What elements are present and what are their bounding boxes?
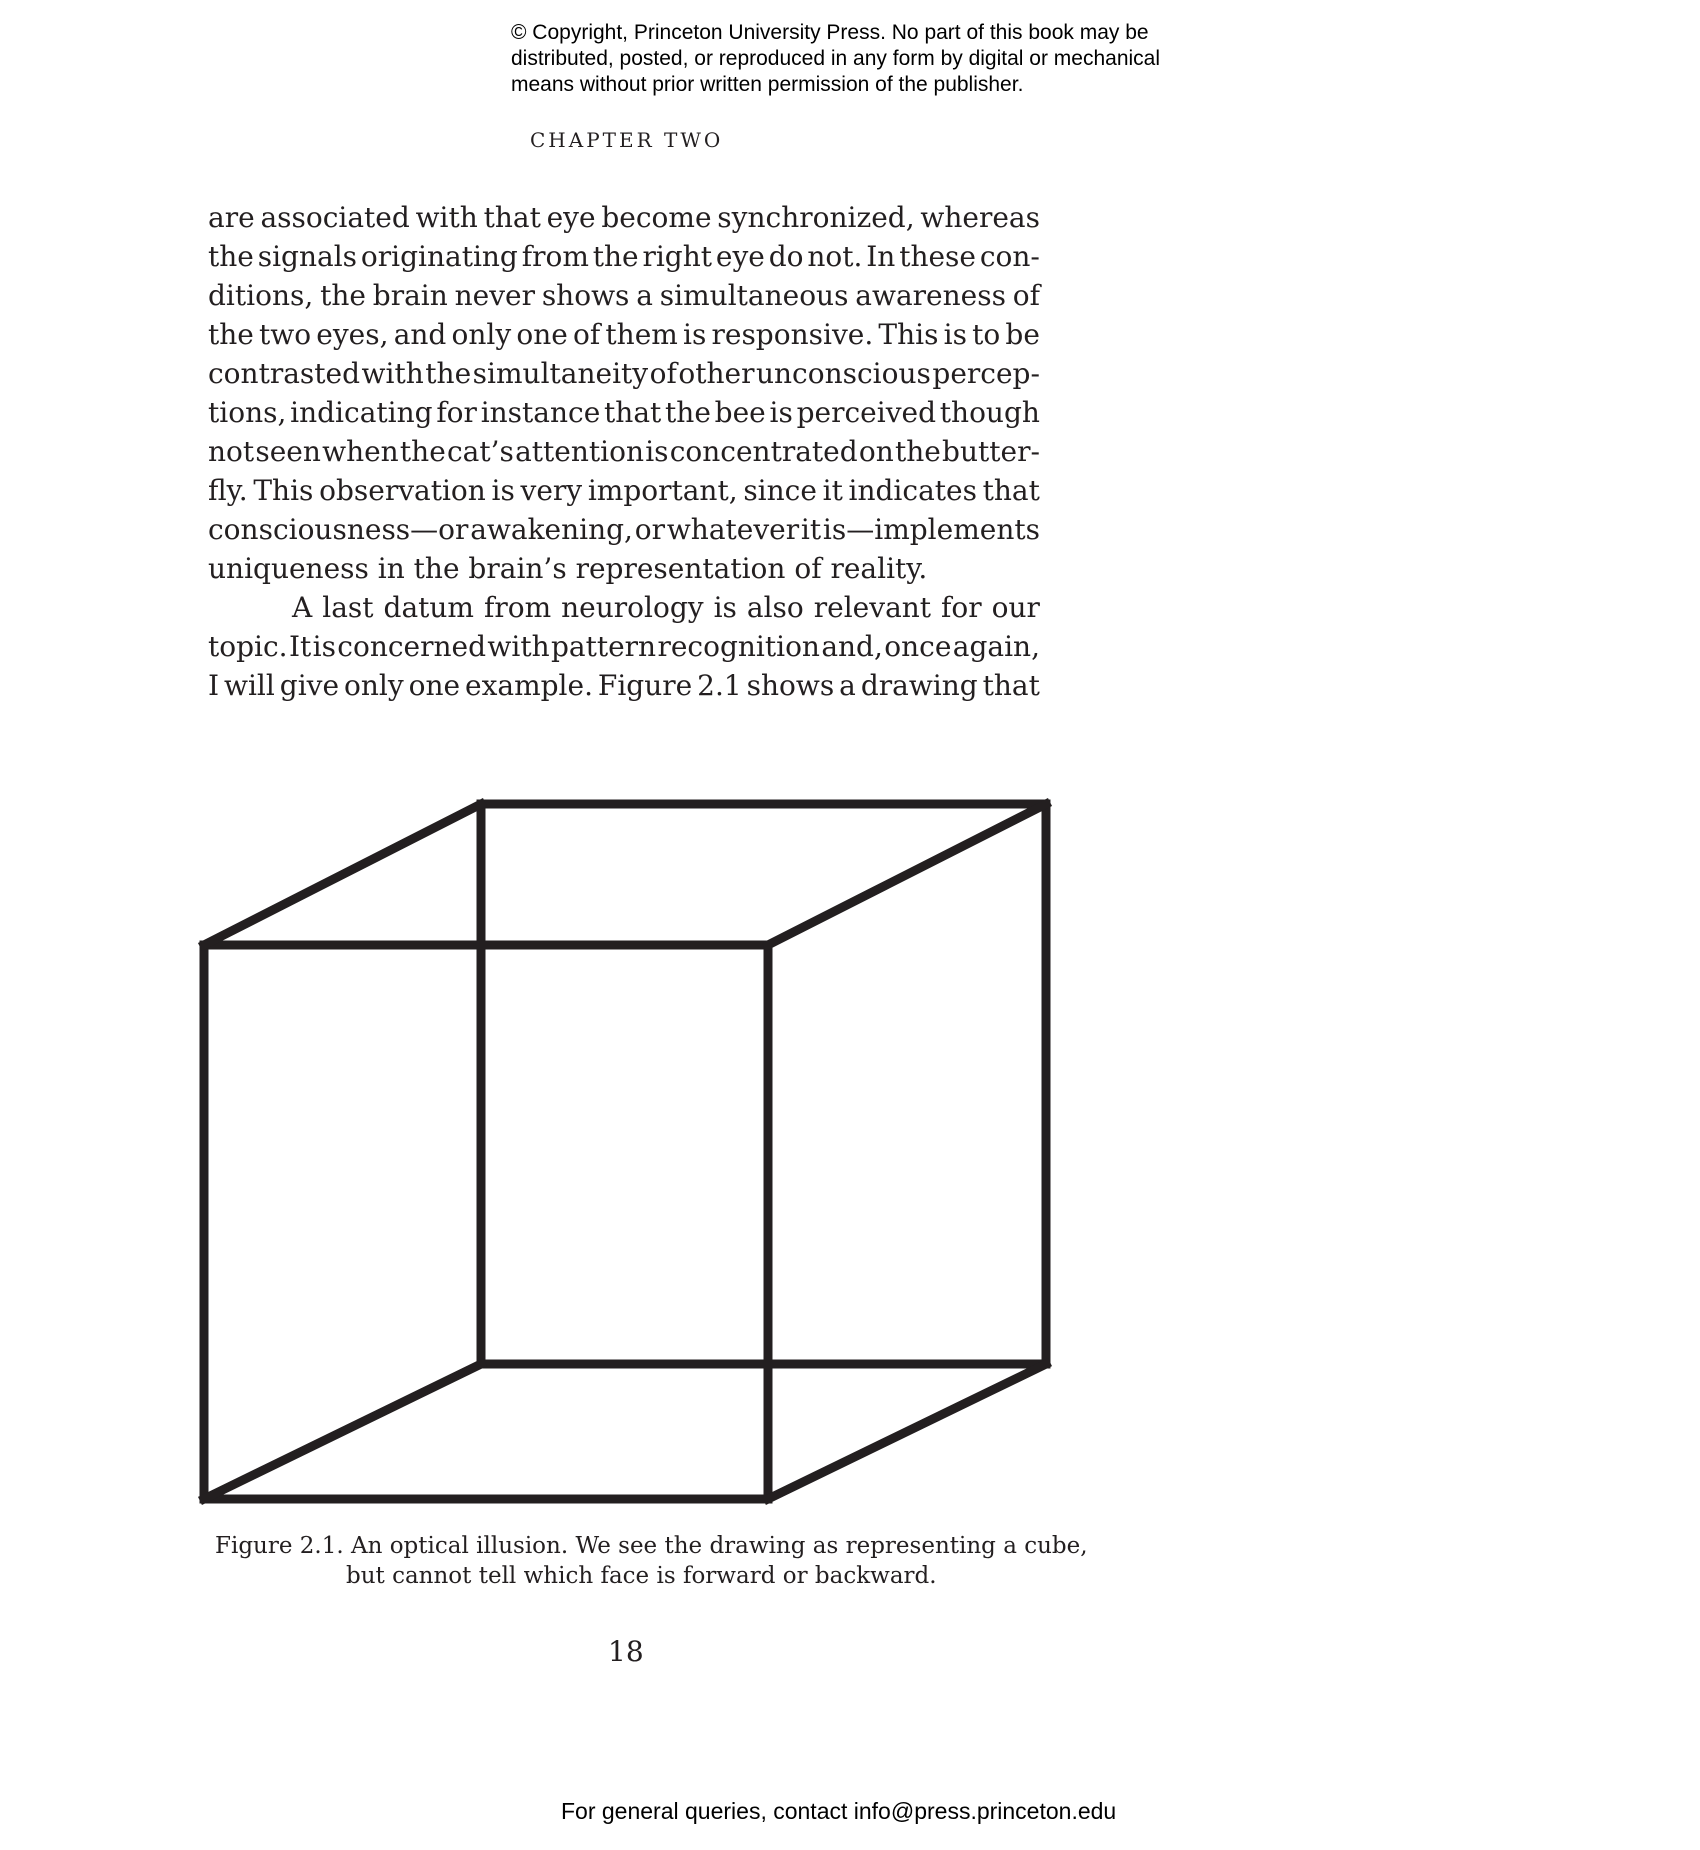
word: topic. [208, 630, 288, 663]
text-line [208, 315, 1040, 354]
word: seen [255, 435, 321, 468]
word: since [743, 474, 817, 507]
word: to [972, 318, 1001, 351]
word: cat’s [446, 435, 514, 468]
text-line [208, 588, 1040, 627]
copyright-notice [511, 20, 1271, 98]
running-head: CHAPTER TWO [530, 128, 724, 152]
text-line [208, 393, 1040, 432]
word: attention [515, 435, 644, 468]
word: consciousness—or [208, 513, 469, 546]
word: awakening, [470, 513, 633, 546]
footer-contact: For general queries, contact info@press.princeton.edu [561, 1798, 1117, 1824]
word: indicates [848, 474, 977, 507]
word: This [878, 318, 939, 351]
word: is—implements [822, 513, 1040, 546]
word: eyes, [316, 318, 389, 351]
word: tions, [208, 396, 287, 429]
necker-cube-drawing [190, 790, 1060, 1520]
cube-connector-bottom-left [204, 1364, 481, 1499]
text-line [208, 432, 1040, 471]
word: contrasted [208, 357, 361, 390]
word: the [208, 240, 254, 273]
word: the [425, 357, 472, 390]
word: again, [952, 630, 1040, 663]
copyright-line: distributed, posted, or reproduced in any form by digital or mechanical [511, 47, 1161, 70]
word: relevant [813, 591, 932, 624]
word: never [454, 279, 535, 312]
word: instance [480, 396, 601, 429]
text-line [208, 549, 1040, 588]
word: is [491, 474, 515, 507]
figure-caption [215, 1531, 1088, 1591]
paragraph [208, 198, 1040, 588]
figure-label: Figure 2.1. [215, 1533, 344, 1559]
word: I [208, 669, 220, 702]
word: one [516, 318, 568, 351]
word: example. [465, 669, 593, 702]
paragraph [208, 588, 1040, 705]
copyright-line: means without prior written permission of the publisher. [511, 73, 1024, 96]
word: synchronized, [717, 201, 915, 234]
word: though [939, 396, 1040, 429]
word: and, [821, 630, 883, 663]
word: concentrated [669, 435, 858, 468]
word: whatever [666, 513, 800, 546]
word: important, [587, 474, 738, 507]
word: with [487, 630, 550, 663]
word: of [573, 318, 601, 351]
word: become [601, 201, 712, 234]
word: one [408, 669, 461, 702]
word: the [592, 240, 639, 273]
word: it [800, 513, 822, 546]
word: is [312, 630, 336, 663]
word: simultaneous [659, 279, 849, 312]
word: is [713, 591, 737, 624]
word: give [279, 669, 340, 702]
word: that [483, 201, 541, 234]
word: that [982, 474, 1040, 507]
word: last [322, 591, 374, 624]
word: con- [979, 240, 1040, 273]
word: 2.1 [697, 669, 742, 702]
word: brain [372, 279, 448, 312]
word: It [288, 630, 312, 663]
word: it [822, 474, 843, 507]
word: with [415, 201, 478, 234]
word: drawing [860, 669, 978, 702]
word: originating [360, 240, 518, 273]
caption-line [215, 1531, 1088, 1561]
word: the [399, 435, 446, 468]
word: In [866, 240, 896, 273]
word: for [941, 591, 982, 624]
word: that [982, 669, 1040, 702]
word: concerned [337, 630, 487, 663]
word: the [665, 396, 711, 429]
word: from [521, 240, 589, 273]
word: This [253, 474, 314, 507]
word: also [746, 591, 804, 624]
word: eye [715, 240, 765, 273]
text-line [208, 276, 1040, 315]
word: datum [383, 591, 474, 624]
word: and [393, 318, 447, 351]
necker-cube-figure [190, 790, 1060, 1520]
word: very [520, 474, 583, 507]
text-line [208, 471, 1040, 510]
word: these [899, 240, 976, 273]
page-number: 18 [608, 1635, 644, 1668]
word: Figure [597, 669, 693, 702]
word: unconscious [755, 357, 931, 390]
caption-line: but cannot tell which face is forward or backward. [346, 1563, 937, 1589]
text-line [208, 354, 1040, 393]
word: eye [546, 201, 596, 234]
word: other [678, 357, 755, 390]
cube-connector-bottom-right [768, 1364, 1046, 1499]
word: recognition [657, 630, 820, 663]
word: when [322, 435, 399, 468]
word: or [634, 513, 666, 546]
word: observation [319, 474, 486, 507]
text-line [208, 510, 1040, 549]
word: only [451, 318, 512, 351]
word: them [605, 318, 678, 351]
word: a [839, 669, 856, 702]
word: shows [746, 669, 835, 702]
word: simultaneity [472, 357, 649, 390]
text-line [208, 237, 1040, 276]
word: is [769, 396, 793, 429]
word: not. [807, 240, 863, 273]
word: uniqueness in the brain’s representation of reality. [208, 552, 928, 585]
word: of [649, 357, 677, 390]
word: bee [714, 396, 766, 429]
word: signals [257, 240, 358, 273]
cube-connector-top-right [768, 804, 1046, 945]
word: indicating [290, 396, 433, 429]
word: once [884, 630, 952, 663]
word: are [208, 201, 255, 234]
word: that [604, 396, 662, 429]
word: is [943, 318, 967, 351]
word: responsive. [711, 318, 874, 351]
word: whereas [920, 201, 1040, 234]
word: the [320, 279, 366, 312]
word: A [292, 591, 313, 624]
word: is [682, 318, 707, 351]
word: neurology [561, 591, 704, 624]
copyright-line: © Copyright, Princeton University Press. No part of this book may be [511, 21, 1149, 44]
text-line [208, 666, 1040, 705]
word: a [636, 279, 653, 312]
word: do [768, 240, 804, 273]
word: perceived [796, 396, 937, 429]
word: the [208, 318, 254, 351]
word: our [991, 591, 1040, 624]
text-line [208, 627, 1040, 666]
caption-text: An optical illusion. We see the drawing as representing a cube, [350, 1533, 1088, 1559]
word: fly. [208, 474, 248, 507]
word: be [1005, 318, 1040, 351]
word: two [259, 318, 312, 351]
word: ditions, [208, 279, 314, 312]
word: from [483, 591, 552, 624]
word: associated [260, 201, 410, 234]
cube-connector-top-left [204, 804, 481, 945]
word: will [224, 669, 275, 702]
word: not [208, 435, 255, 468]
word: percep- [932, 357, 1040, 390]
word: the [894, 435, 941, 468]
word: butter- [942, 435, 1040, 468]
word: with [361, 357, 424, 390]
word: pattern [550, 630, 657, 663]
word: right [642, 240, 713, 273]
text-line [208, 198, 1040, 237]
body-text [208, 198, 1040, 705]
word: on [858, 435, 894, 468]
word: for [436, 396, 477, 429]
word: only [344, 669, 404, 702]
word: shows [541, 279, 630, 312]
word: is [645, 435, 669, 468]
word: awareness [855, 279, 1006, 312]
word: of [1012, 279, 1040, 312]
